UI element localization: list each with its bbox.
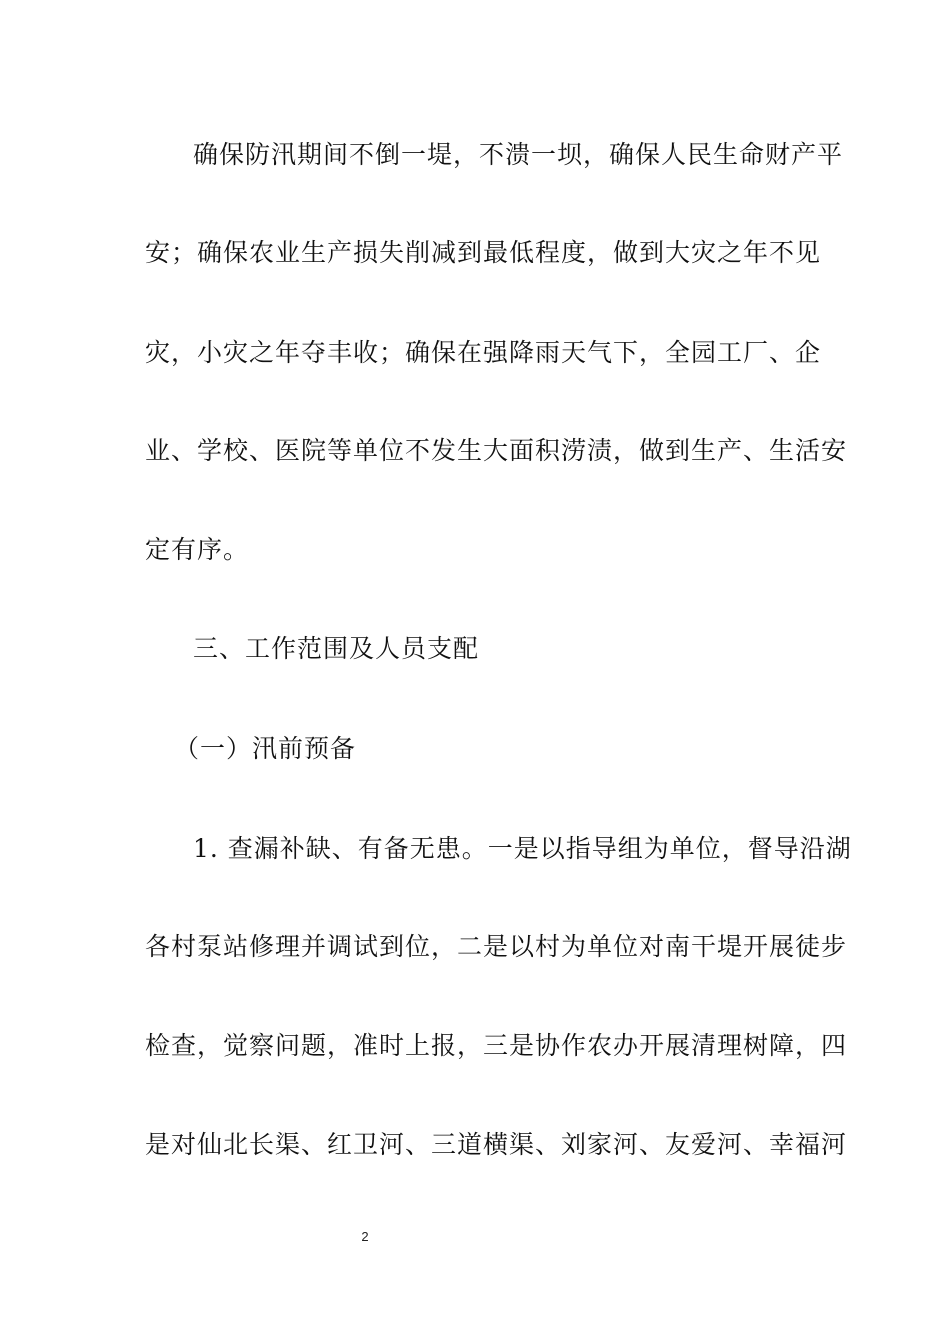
paragraph-line: 是对仙北长渠、红卫河、三道横渠、刘家河、友爱河、幸福河 (145, 1130, 848, 1159)
paragraph-line: 各村泵站修理并调试到位，二是以村为单位对南干堤开展徒步 (145, 932, 848, 961)
paragraph-line: 定有序。 (145, 535, 250, 564)
section-heading: 三、工作范围及人员支配 (193, 634, 480, 663)
paragraph-line: 确保防汛期间不倒一堤，不溃一坝，确保人民生命财产平 (193, 140, 844, 169)
paragraph-line: 安；确保农业生产损失削减到最低程度，做到大灾之年不见 (145, 238, 822, 267)
paragraph-line: 灾，小灾之年夺丰收；确保在强降雨天气下，全园工厂、企 (145, 338, 822, 367)
subsection-heading: （一）汛前预备 (174, 734, 357, 763)
paragraph-line: 检查，觉察问题，准时上报，三是协作农办开展清理树障，四 (145, 1031, 848, 1060)
page-number: 2 (361, 1229, 369, 1244)
paragraph-line: 业、学校、医院等单位不发生大面积涝渍，做到生产、生活安 (145, 436, 848, 465)
paragraph-line: 1. 查漏补缺、有备无患。一是以指导组为单位，督导沿湖 (193, 834, 852, 863)
